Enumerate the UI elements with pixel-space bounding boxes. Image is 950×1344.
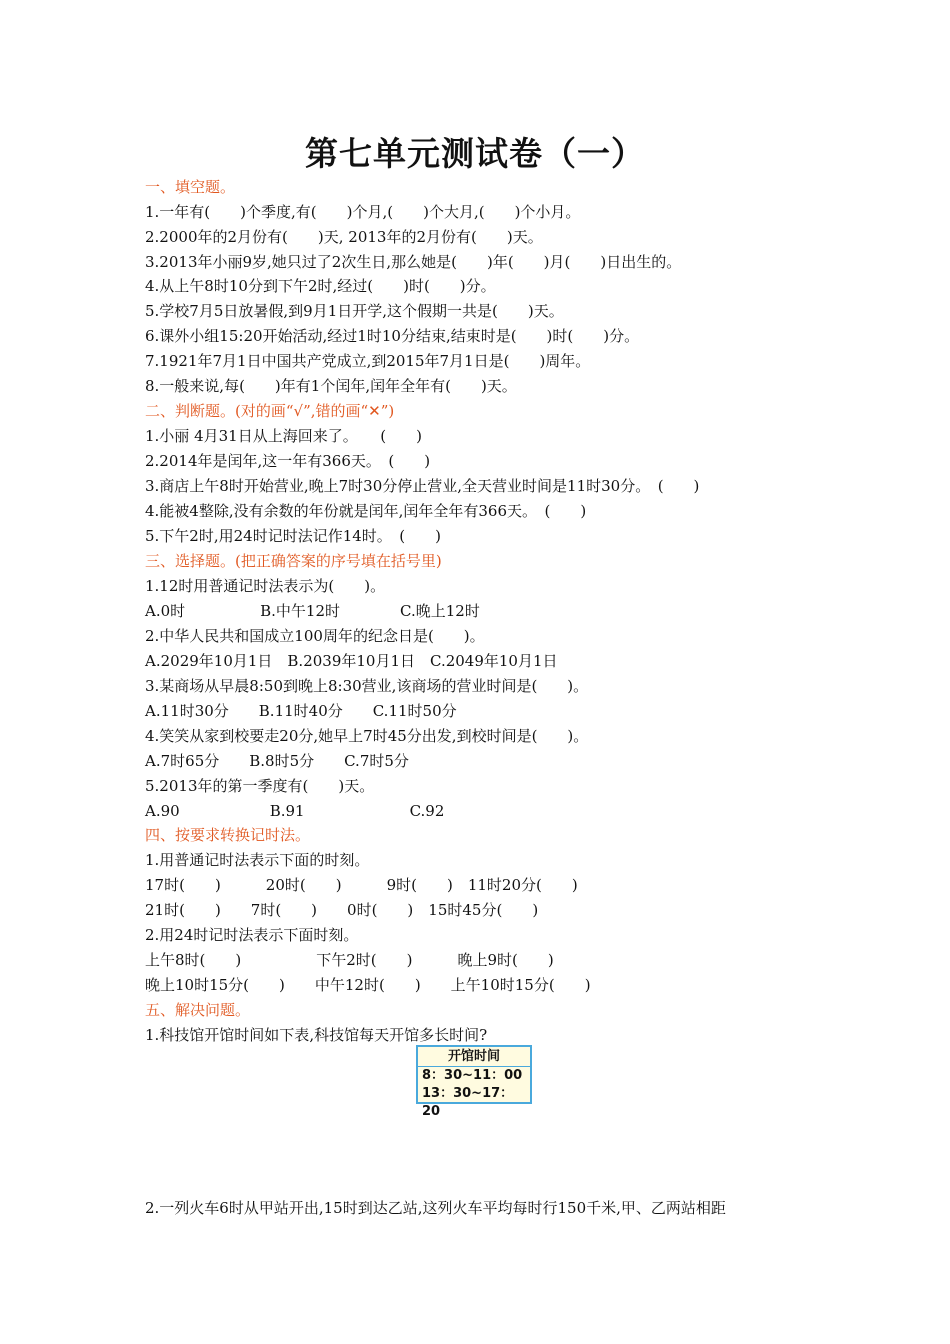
choice-line: A.7时65分 B.8时5分 C.7时5分 — [145, 752, 409, 770]
question-line: 3.2013年小丽9岁,她只过了2次生日,那么她是( )年( )月( )日出生的。 — [145, 253, 682, 271]
choice-line: A.2029年10月1日 B.2039年10月1日 C.2049年10月1日 — [145, 652, 558, 670]
table-row: 13：30~17：20 — [422, 1086, 514, 1119]
conversion-line: 17时( ) 20时( ) 9时( ) 11时20分( ) — [145, 876, 578, 894]
section-heading-fill-in: 一、填空题。 — [145, 178, 236, 196]
question-line: 7.1921年7月1日中国共产党成立,到2015年7月1日是( )周年。 — [145, 352, 591, 370]
question-line: 4.从上午8时10分到下午2时,经过( )时( )分。 — [145, 277, 496, 295]
question-line: 8.一般来说,每( )年有1个闰年,闰年全年有( )天。 — [145, 377, 517, 395]
question-line: 6.课外小组15:20开始活动,经过1时10分结束,结束时是( )时( )分。 — [145, 327, 640, 345]
page-title: 第七单元测试卷（一） — [305, 134, 645, 173]
table-header: 开馆时间 — [418, 1047, 530, 1067]
conversion-line: 上午8时( ) 下午2时( ) 晚上9时( ) — [145, 951, 554, 969]
section-heading-multiple-choice: 三、选择题。(把正确答案的序号填在括号里) — [145, 552, 442, 570]
question-line: 2.中华人民共和国成立100周年的纪念日是( )。 — [145, 627, 485, 645]
question-line: 2.2014年是闰年,这一年有366天。 ( ) — [145, 452, 431, 470]
question-line: 5.2013年的第一季度有( )天。 — [145, 777, 375, 795]
question-line: 4.能被4整除,没有余数的年份就是闰年,闰年全年有366天。 ( ) — [145, 502, 587, 520]
question-line: 2.2000年的2月份有( )天, 2013年的2月份有( )天。 — [145, 228, 543, 246]
question-line: 1.小丽 4月31日从上海回来了。 ( ) — [145, 427, 422, 445]
choice-line: A.11时30分 B.11时40分 C.11时50分 — [145, 702, 457, 720]
question-line: 2.一列火车6时从甲站开出,15时到达乙站,这列火车平均每时行150千米,甲、乙两站相距 — [145, 1199, 726, 1217]
question-line: 1.12时用普通记时法表示为( )。 — [145, 577, 386, 595]
question-line: 1.用普通记时法表示下面的时刻。 — [145, 851, 370, 869]
section-heading-time-conversion: 四、按要求转换记时法。 — [145, 826, 311, 844]
section-heading-problem-solving: 五、解决问题。 — [145, 1001, 251, 1019]
opening-hours-table — [416, 1045, 532, 1119]
question-line: 5.下午2时,用24时记时法记作14时。 ( ) — [145, 527, 442, 545]
question-line: 4.笑笑从家到校要走20分,她早上7时45分出发,到校时间是( )。 — [145, 727, 589, 745]
choice-line: A.90 B.91 C.92 — [145, 802, 445, 820]
question-line: 3.某商场从早晨8:50到晚上8:30营业,该商场的营业时间是( )。 — [145, 677, 589, 695]
question-line: 1.一年有( )个季度,有( )个月,( )个大月,( )个小月。 — [145, 203, 581, 221]
conversion-line: 21时( ) 7时( ) 0时( ) 15时45分( ) — [145, 901, 539, 919]
choice-line: A.0时 B.中午12时 C.晚上12时 — [145, 602, 480, 620]
question-line: 2.用24时记时法表示下面时刻。 — [145, 926, 359, 944]
table-row: 8：30~11：00 — [422, 1068, 523, 1083]
question-line: 5.学校7月5日放暑假,到9月1日开学,这个假期一共是( )天。 — [145, 302, 564, 320]
conversion-line: 晚上10时15分( ) 中午12时( ) 上午10时15分( ) — [145, 976, 591, 994]
question-line: 3.商店上午8时开始营业,晚上7时30分停止营业,全天营业时间是11时30分。 ( ) — [145, 477, 700, 495]
section-heading-true-false: 二、判断题。(对的画“√”,错的画“✕”) — [145, 402, 395, 420]
question-line: 1.科技馆开馆时间如下表,科技馆每天开馆多长时间? — [145, 1026, 488, 1044]
